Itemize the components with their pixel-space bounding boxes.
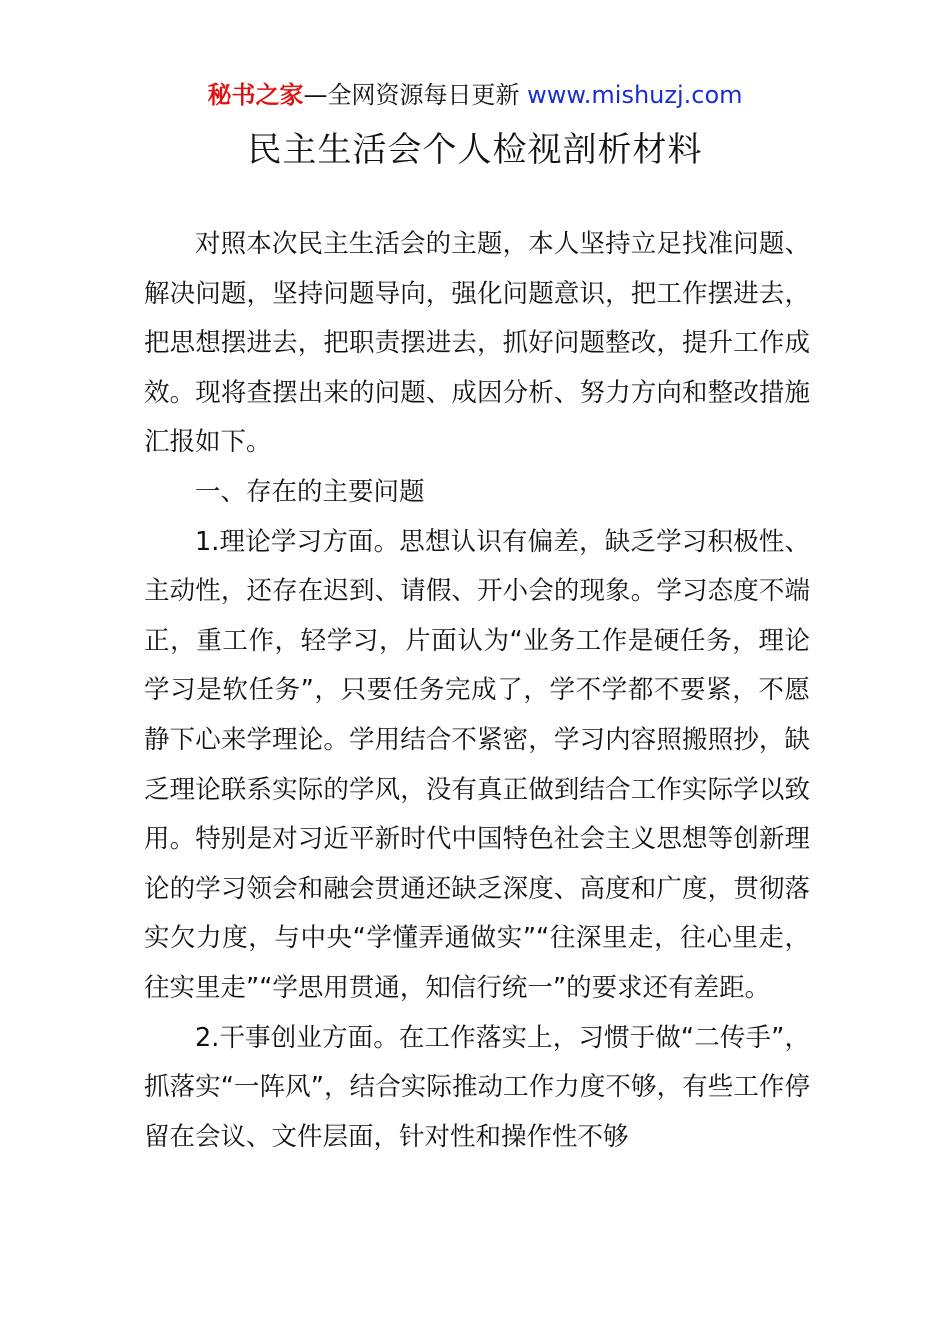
document-title: 民主生活会个人检视剖析材料 xyxy=(247,130,703,170)
section-heading: 一、存在的主要问题 xyxy=(195,476,425,507)
document-body xyxy=(144,220,810,1162)
brand-name: 秘书之家 xyxy=(207,81,304,109)
site-banner xyxy=(0,78,950,112)
banner-slogan: —全网资源每日更新 xyxy=(303,81,528,109)
work-performance-paragraph: 2.干事创业方面。在工作落实上，习惯于做“二传手”，抓落实“一阵风”，结合实际推动工作力度不够，有些工作停留在会议、文件层面，针对性和操作性不够 xyxy=(144,1022,810,1152)
site-url: www.mishuzj.com xyxy=(527,81,743,109)
theory-study-paragraph: 1.理论学习方面。思想认识有偏差，缺乏学习积极性、主动性，还存在迟到、请假、开小会的现象。学习态度不端正，重工作，轻学习，片面认为“业务工作是硬任务，理论学习是软任务”，只要任务完成了，学不学都不要紧，不愿静下心来学理论。学用结合不紧密，学习内容照搬照抄，缺乏理论联系实际的学风，没有真正做到结合工作实际学以致用。特别是对习近平新时代中国特色社会主义思想等创新理论的学习领会和融会贯通还缺乏深度、高度和广度，贯彻落实欠力度，与中央“学懂弄通做实”“往深里走，往心里走，往实里走”“学思用贯通，知信行统一”的要求还有差距。 xyxy=(144,526,810,1003)
intro-paragraph: 对照本次民主生活会的主题，本人坚持立足找准问题、解决问题，坚持问题导向，强化问题意识，把工作摆进去，把思想摆进去，把职责摆进去，抓好问题整改，提升工作成效。现将查摆出来的问题、成因分析、努力方向和整改措施汇报如下。 xyxy=(144,229,810,458)
